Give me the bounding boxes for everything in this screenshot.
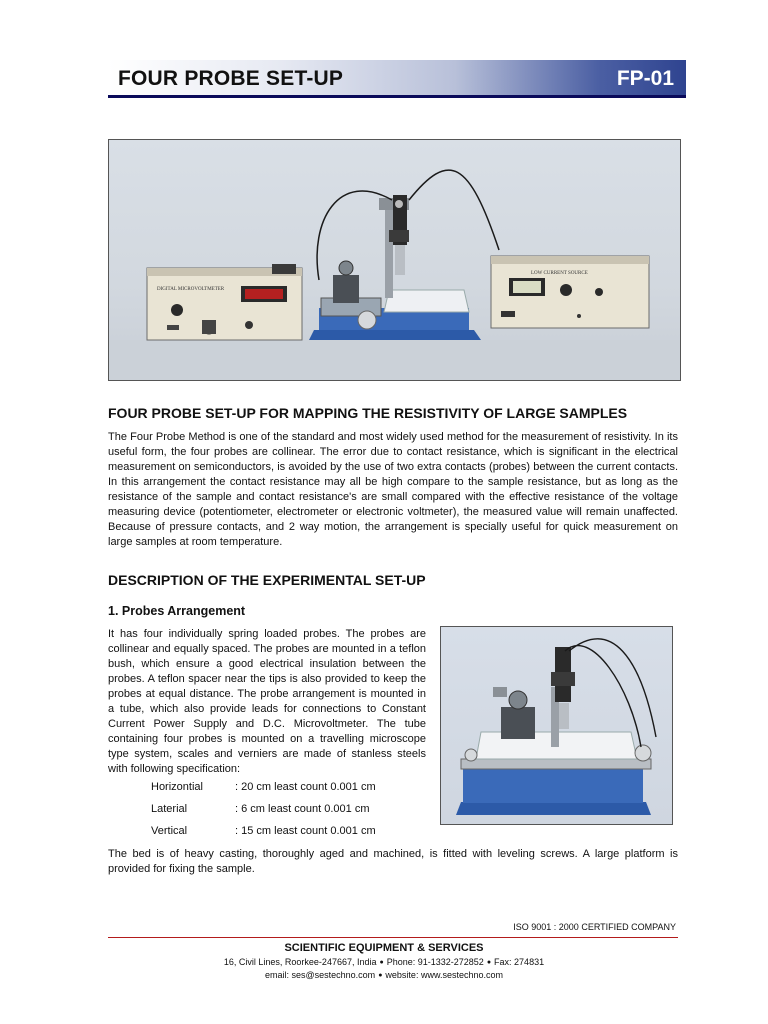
- spec-value: : 15 cm least count 0.001 cm: [235, 825, 376, 837]
- main-product-photo: [108, 139, 681, 381]
- bullet-icon: ●: [378, 972, 383, 980]
- current-source-unit: [491, 256, 649, 328]
- spec-label: Laterial: [151, 803, 188, 815]
- spec-label: Horizontial: [151, 781, 203, 793]
- spec-label: Vertical: [151, 825, 188, 837]
- spec-value: : 20 cm least count 0.001 cm: [235, 781, 376, 793]
- company-phone: Phone: 91-1332-272852: [386, 957, 484, 967]
- company-name: SCIENTIFIC EQUIPMENT & SERVICES: [284, 942, 484, 954]
- footer-divider: [108, 937, 678, 938]
- section-heading-experimental-setup: DESCRIPTION OF THE EXPERIMENTAL SET-UP: [108, 572, 426, 588]
- probes-paragraph: It has four individually spring loaded probes. The probes are collinear and equally spaced. The probes are mounted in a teflon bush, which ensure a good electrical insulation between the probes. A teflon spacer near the tips is also provided to keep the probes at equal distance. The probe arrangement is mounted in a tube, which also provide leads for connections to Constant Current Power Supply and D.C. Microvoltmeter. The tube containing four probes is mounted on a travelling microscope type system, scales and verniers are made of stanless steels with following specification:: [108, 628, 426, 775]
- spec-value: : 6 cm least count 0.001 cm: [235, 803, 370, 815]
- header-bar: [108, 60, 686, 98]
- probe-stand-closeup-illustration: [441, 627, 673, 825]
- probe-stand-photo: [440, 626, 673, 825]
- bed-description-paragraph: The bed is of heavy casting, thoroughly aged and machined, is fitted with leveling screws. A large platform is provided for fixing the sample.: [108, 848, 678, 875]
- company-website[interactable]: website: www.sestechno.com: [385, 970, 503, 980]
- bullet-icon: ●: [486, 959, 492, 967]
- company-address: 16, Civil Lines, Roorkee-247667, India: [223, 957, 377, 967]
- sub-heading-probes-arrangement: 1. Probes Arrangement: [108, 604, 246, 618]
- iso-certification: ISO 9001 : 2000 CERTIFIED COMPANY: [513, 922, 676, 932]
- section-heading-resistivity: FOUR PROBE SET-UP FOR MAPPING THE RESISTIVITY OF LARGE SAMPLES: [108, 405, 628, 421]
- microvoltmeter-label: DIGITAL MICROVOLTMETER: [157, 287, 225, 292]
- microvoltmeter-unit: [147, 264, 302, 340]
- spec-row-lateral: [151, 803, 370, 815]
- current-source-label: LOW CURRENT SOURCE: [531, 271, 588, 276]
- bullet-icon: ●: [379, 959, 384, 967]
- product-code: FP-01: [616, 67, 674, 90]
- spec-row-horizontal: [151, 781, 376, 793]
- page-title: FOUR PROBE SET-UP: [118, 67, 344, 90]
- company-email[interactable]: email: ses@sestechno.com: [265, 970, 376, 980]
- intro-paragraph: The Four Probe Method is one of the standard and most widely used method for the measurement of resistivity. In its useful form, the four probes are collinear. The error due to contact resistance, which is significant in the electrical measurement on semiconductors, is avoided by the use of two extra contacts (probes) between the current contacts. In this arrangement the contact resistance may all be high compare to the sample resistance, but as long as the resistance of the sample and contact resistance's are small compared with the effective resistance of the voltage measuring device (potentiometer, electrometer or electronic voltmeter), the measured value will remain unaffected. Because of pressure contacts, and 2 way motion, the arrangement is specially useful for quick measurement on large samples at room temperature.: [108, 431, 678, 548]
- company-fax: Fax: 274831: [494, 957, 545, 967]
- four-probe-setup-illustration: [109, 140, 681, 381]
- probe-stand: [309, 170, 499, 340]
- spec-row-vertical: [151, 825, 376, 837]
- company-contact-line: [0, 970, 768, 980]
- company-address-line: [0, 957, 768, 967]
